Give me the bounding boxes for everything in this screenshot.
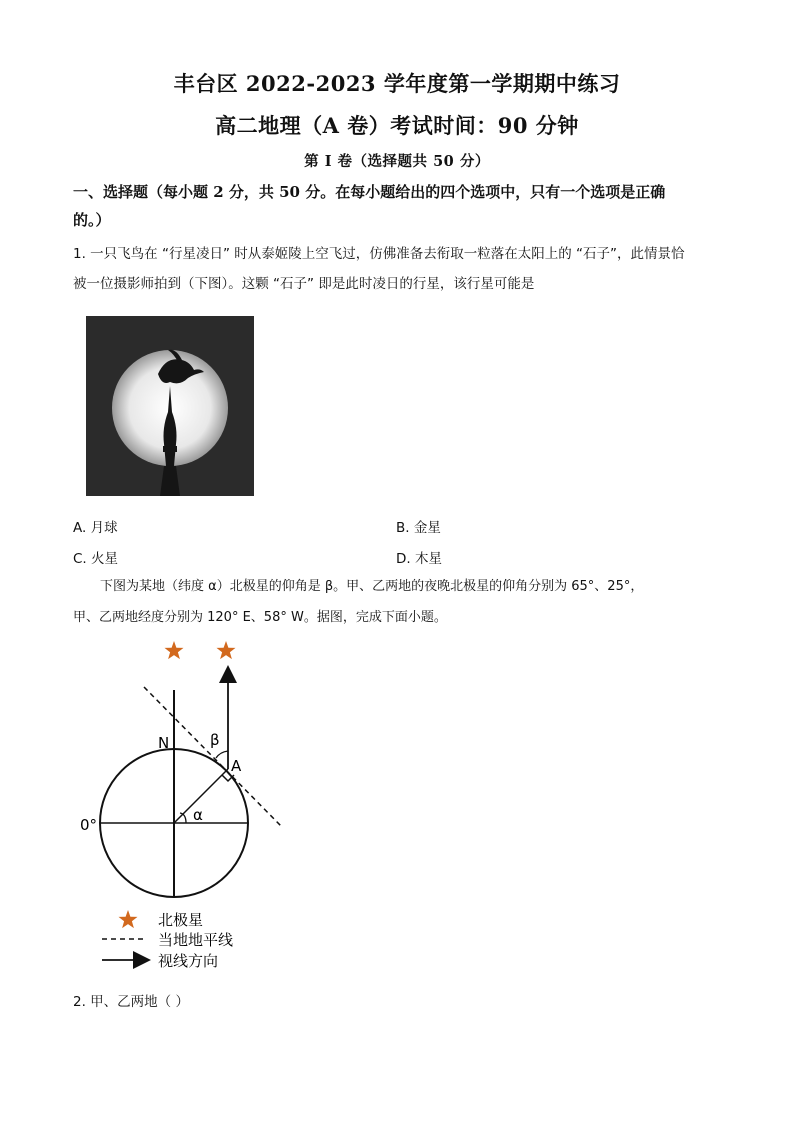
alpha-arc (180, 813, 186, 823)
legend-star-icon (119, 910, 138, 928)
transit-photo-graphic (86, 316, 254, 496)
q1-option-a: A. 月球 (73, 520, 118, 536)
beta-arc (216, 751, 228, 758)
exam-title: 丰台区 2022-2023 学年度第一学期期中练习 (173, 71, 621, 96)
star-icon (217, 641, 236, 659)
legend-horizon-text: 当地地平线 (158, 931, 234, 949)
q2-text: 2. 甲、乙两地（ ） (73, 994, 189, 1010)
q1-option-d: D. 木星 (396, 551, 442, 567)
label-alpha: α (193, 806, 203, 824)
label-n: N (158, 734, 170, 752)
polaris-angle-diagram (70, 630, 310, 980)
star-icon (165, 641, 184, 659)
section-heading-line1: 一、选择题（每小题 2 分，共 50 分。在每小题给出的四个选项中，只有一个选项是正确 (73, 183, 666, 201)
exam-subtitle: 高二地理（A 卷）考试时间：90 分钟 (215, 113, 579, 138)
legend-polaris-text: 北极星 (158, 911, 204, 929)
section-heading-line2: 的。） (73, 211, 111, 229)
intro2-line2: 甲、乙两地经度分别为 120° E、58° W。据图，完成下面小题。 (73, 610, 447, 625)
transit-photo (86, 316, 254, 496)
q1-text-line2: 被一位摄影师拍到（下图）。这颗 “石子” 即是此时凌日的行星，该行星可能是 (73, 276, 535, 292)
part-title: 第 I 卷（选择题共 50 分） (304, 153, 490, 170)
label-equator: 0° (80, 816, 98, 834)
q1-option-c: C. 火星 (73, 551, 119, 567)
local-horizon-line (144, 687, 282, 827)
label-beta: β (210, 731, 220, 749)
label-a: A (231, 757, 242, 775)
q1-option-b: B. 金星 (396, 520, 441, 536)
q1-text-line1: 1. 一只飞鸟在 “行星凌日” 时从泰姬陵上空飞过，仿佛准备去衔取一粒落在太阳上的 “石子”，此情景恰 (73, 246, 685, 262)
intro2-line1: 下图为某地（纬度 α）北极星的仰角是 β。甲、乙两地的夜晚北极星的仰角分别为 65°、25°， (100, 579, 644, 594)
legend-sight-text: 视线方向 (158, 952, 219, 970)
